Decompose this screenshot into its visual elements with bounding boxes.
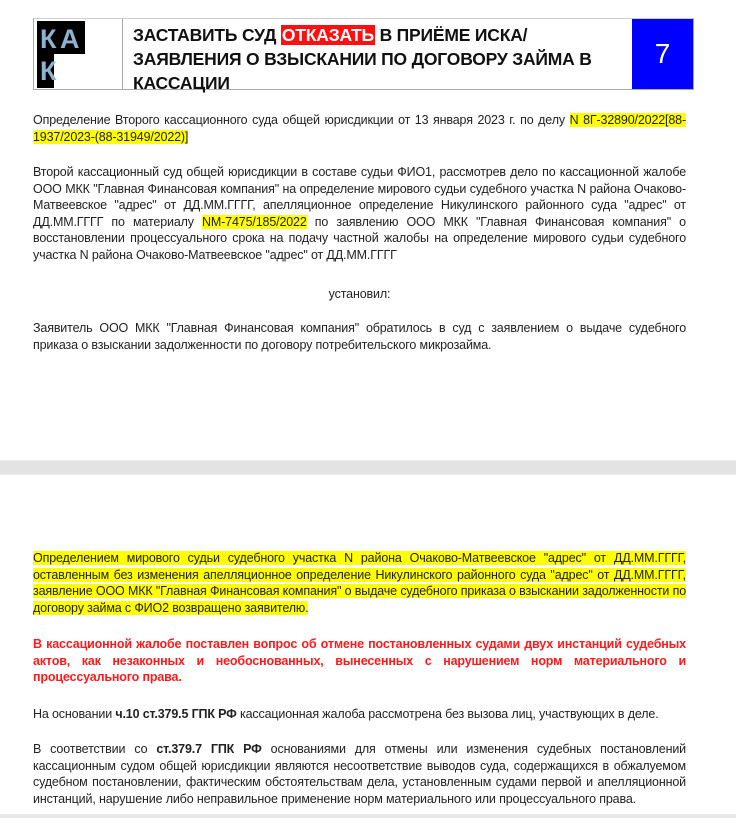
paragraph: [33, 741, 686, 807]
title-highlight: ОТКАЗАТЬ: [281, 25, 374, 45]
paragraph: [33, 164, 686, 263]
decision-reference: [33, 112, 686, 145]
case-number-link[interactable]: N 8Г-32890/2022[88-1937/2023-(88-31949/2022)]: [33, 113, 686, 144]
paragraph-emphasis: В кассационной жалобе поставлен вопрос об отмене постановленных судами двух инстанций судебных актов, как незаконных и необоснованных, вынесенных с нарушением норм материального и процессуального права.: [33, 637, 686, 684]
paragraph-text: основаниями для отмены или изменения судебных постановлений кассационным судом общей юрисдикции являются несоответствие выводов суда, содержащихся в обжалуемом судебном постановлении, фактическим обстоятельствам дела, установленным судами первой и апелляционной инстанций, нарушение либо неправильное применение норм материального или процессуального права.: [33, 742, 686, 806]
page-separator: [0, 814, 736, 818]
law-reference-link[interactable]: ч.10 ст.379.5 ГПК РФ: [115, 707, 237, 721]
title-text: В ПРИЁМЕ ИСКА/ЗАЯВЛЕНИЯ О ВЗЫСКАНИИ ПО ДОГОВОРУ ЗАЙМА В КАССАЦИИ: [133, 25, 592, 93]
established-heading: установил:: [328, 287, 391, 301]
paragraph-text: В соответствии со: [33, 742, 157, 756]
paragraph-text: кассационная жалоба рассмотрена без вызова лиц, участвующих в деле.: [236, 707, 659, 721]
highlighted-text: Определением мирового судьи судебного участка N района Очаково-Матвеевское "адрес" от ДД.ММ.ГГГГ, оставленным без изменения апелляционное определение Никулинского районного суда "адрес" от ДД.ММ.ГГГГ, заявление ООО МКК "Главная Финансовая компания" о выдаче судебного приказа о взыскании задолженности по договору займа с ФИО2 возвращено заявителю.: [33, 551, 686, 615]
page-number-badge: 7: [632, 19, 693, 89]
page-separator: [0, 460, 736, 475]
paragraph: [33, 706, 686, 723]
logo-letter: К: [40, 24, 57, 54]
law-reference-link[interactable]: ст.379.7 ГПК РФ: [156, 742, 262, 756]
logo-letter: А: [60, 24, 80, 54]
paragraph: Заявитель ООО МКК "Главная Финансовая компания" обратилось в суд с заявлением о выдаче судебного приказа о взыскании задолженности по договору потребительского микрозайма.: [33, 321, 686, 352]
paragraph-highlighted: [33, 550, 686, 616]
logo: [34, 19, 123, 89]
page-title: [123, 19, 632, 93]
document-header: [33, 18, 694, 93]
logo-letter: К: [40, 56, 57, 86]
paragraph-text: Второй кассационный суд общей юрисдикции в составе судьи ФИО1, рассмотрев дело по кассационной жалобе ООО МКК "Главная Финансовая компания" на определение мирового судьи судебного участка N района Очаково-Матвеевское "адрес" от ДД.ММ.ГГГГ, апелляционное определение Никулинского районного суда "адрес" от ДД.ММ.ГГГГ по материалу: [33, 165, 686, 229]
paragraph-text: Определение Второго кассационного суда общей юрисдикции от 13 января 2023 г. по делу: [33, 113, 570, 127]
paragraph-text: На основании: [33, 707, 116, 721]
paragraph-text: по заявлению ООО МКК "Главная Финансовая компания" о восстановлении процессуального срока на подачу частной жалобы на определение мирового судьи судебного участка N района Очаково-Матвеевское "адрес" от ДД.ММ.ГГГГ: [33, 214, 686, 262]
title-text: ЗАСТАВИТЬ СУД: [133, 25, 281, 45]
material-number-link[interactable]: NM-7475/185/2022: [202, 214, 307, 229]
